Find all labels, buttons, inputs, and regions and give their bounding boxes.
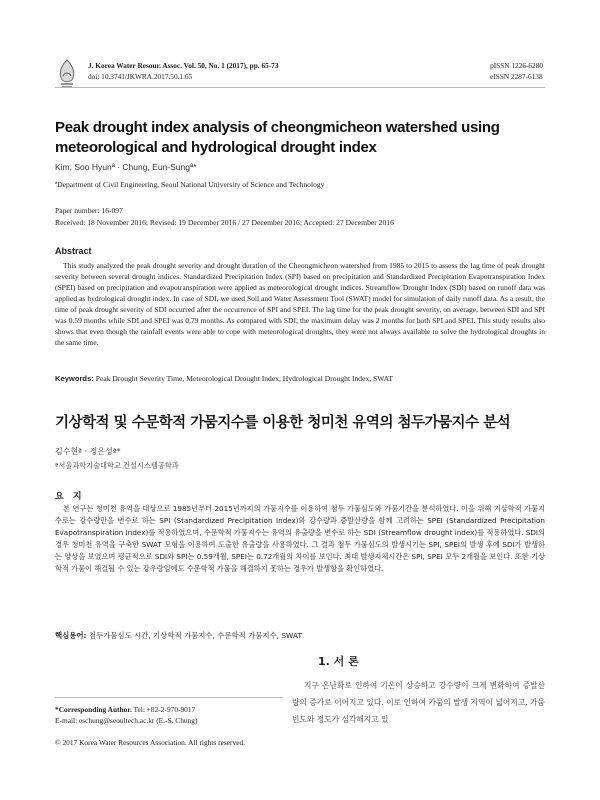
journal-line: J. Korea Water Resour. Assoc. Vol. 50, No. 1 (2017), pp. 65-73 xyxy=(88,61,279,70)
eissn: eISSN 2287-6138 xyxy=(490,72,543,81)
corresponding-label: *Corresponding Author. xyxy=(55,705,132,714)
section-heading-introduction: 1. 서 론 xyxy=(318,655,359,668)
korean-affiliation: ª서울과학기술대학교 건설시스템공학과 xyxy=(55,461,179,470)
keywords-label: Keywords: xyxy=(55,374,94,383)
authors: Kim, Soo Hyunª · Chung, Eun-Sungª* xyxy=(55,162,197,172)
pissn: pISSN 1226-6280 xyxy=(490,61,543,70)
corresponding-email: E-mail: eschung@seoultech.ac.kr (E.-S. Chung) xyxy=(55,716,198,725)
korean-keywords-label: 핵심용어: xyxy=(55,631,87,640)
copyright-notice: © 2017 Korea Water Resources Association. All rights reserved. xyxy=(55,738,246,747)
korean-authors: 김수현ª · 정은성ª* xyxy=(55,447,121,456)
correspondence xyxy=(55,704,197,726)
received-dates: Received: 18 November 2016; Revised: 19 December 2016 / 27 December 2016; Accepted: 27 December 2016 xyxy=(55,218,394,227)
korean-title: 기상학적 및 수문학적 가뭄지수를 이용한 청미천 유역의 첨두가뭄지수 분석 xyxy=(55,415,511,431)
korean-abstract-text: 본 연구는 청미천 유역을 대상으로 1985년부터 2015년까지의 가뭄지수를 이용하여 첨두 가뭄심도와 가뭄기간을 분석하였다. 이을 위해 기상학적 가뭄지수로는 강수량만을 변수로 하는 SPI (Standardized Precipitation Index)와 강수량과 증발산량을 함께 고려하는 SPEI (Standardized Precipitation Evapotranspiration Index)를 적용하였으며, 수문학적 가뭄지수는 유역의 유출량을 변수로 하는 SDI (Streamflow drought index)를 적용하였다. SDI의 경우 청미천 유역을 구축한 SWAT 모형을 이용하여 도출한 유출량을 사용하였다. 그 결과 첨두 가뭄심도의 발생시기는 SPI, SPEI의 발생 후에 SDI가 발생하는 양상을 보였으며 평균적으로 SDI와 SPI는 0.59개월, SPEI는 0.72개월의 차이를 보인다. 최대 발생지체시간은 SPI, SPEI 모두 2개월을 보인다. 또한 기상학적 가뭄이 해결될 수 있는 강우량임에도 수문학적 가뭄을 해결하지 못하는 경우가 발생함을 확인하였다. xyxy=(55,504,545,573)
korean-keywords-value: 첨두가뭄심도 시간, 기상학적 가뭄지수, 수문학적 가뭄지수, SWAT xyxy=(88,631,302,640)
corresponding-tel: Tel: +82-2-970-9017 xyxy=(133,705,196,714)
paper-number: Paper number: 16-097 xyxy=(55,206,123,215)
korean-abstract-heading: 요 지 xyxy=(55,492,85,502)
keywords-value: Peak Drought Severity Time, Meteorological Drought Index, Hydrological Drought Index, SWAT xyxy=(95,374,393,383)
paper-title: Peak drought index analysis of cheongmicheon watershed using meteorological and hydrological drought index xyxy=(55,119,500,156)
korean-keywords xyxy=(55,630,545,641)
introduction-text: 지구 온난화로 인하여 기온이 상승하고 강수량이 크게 변화하여 증발산량의 증가로 이어지고 있다. 이로 인하여 가뭄의 발생 지역이 넓어지고, 가뭄빈도와 정도가 심각해지고 있 xyxy=(292,681,545,724)
abstract-text: This study analyzed the peak drought severity and drought duration of the Cheongmicheon watershed from 1985 to 2015 to assess the lag time of peak drought severity between several drought indices. Standardized Precipitation Index (SPI) based on precipitation and Standardized Precipitation Evapotranspiration Index (SPEI) based on precipitation and evapotranspiration were applied as meteorological drought indices. Streamflow Drought Index (SDI) based on runoff data was applied as hydrological drought index. In case of SDI, we used Soil and Water Assessment Tool (SWAT) model for simulation of daily runoff data. As a result, the time of peak drought severity of SDI occurred after the occurrence of SPI and SPEI. The lag time for the peak drought severity, on average, between SDI and SPI was 0.59 months while SDI and SPEI was 0.79 months. As compared with SDI, the maximum delay was 2 months for both SPI and SPEI. This study results also shows that even though the rainfall events were able to cope with meteorological droughts, they were not always available to solve the hydrological droughts in the same time. xyxy=(55,261,545,347)
affiliation: ªDepartment of Civil Engineering, Seoul National University of Science and Technology xyxy=(55,180,325,189)
header-divider xyxy=(55,87,545,88)
doi-line: doi: 10.3741/JKWRA.2017.50.1.65 xyxy=(88,72,193,81)
journal-citation xyxy=(88,60,278,82)
issn-block xyxy=(490,60,543,82)
abstract-heading: Abstract xyxy=(55,246,92,256)
journal-logo-icon xyxy=(55,58,79,90)
footnote-divider xyxy=(55,697,283,698)
keywords xyxy=(55,374,545,383)
